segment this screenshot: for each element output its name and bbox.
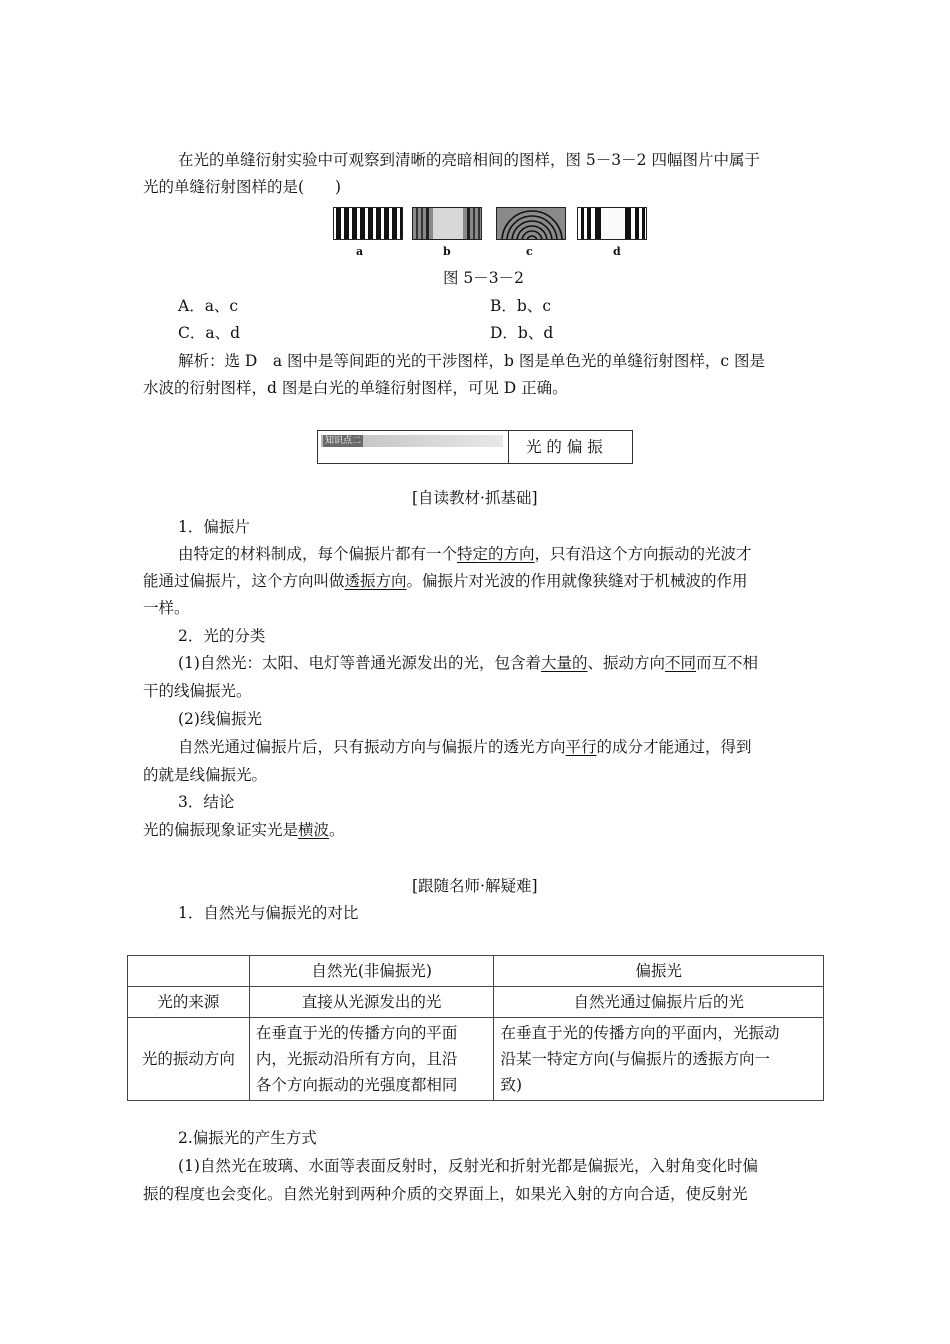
table-cell: 直接从光源发出的光	[249, 987, 494, 1018]
section1-para-7	[178, 737, 752, 757]
pattern-c-image	[496, 207, 566, 240]
figure-label-a: a	[356, 245, 364, 258]
question-line-2: 光的单缝衍射图样的是( )	[143, 178, 342, 196]
cell-line: 在垂直于光的传播方向的平面	[255, 1024, 458, 1042]
pattern-b-image	[412, 207, 482, 240]
underlined-term: 横波	[298, 821, 330, 839]
text-span: 能通过偏振片，这个方向叫做	[143, 572, 345, 590]
pattern-d-image	[577, 207, 647, 240]
section1-heading-3: 3．结论	[178, 793, 235, 811]
cell-line: 各个方向振动的光强度都相同	[255, 1076, 458, 1094]
knowledge-point-tag: 知识点二	[325, 436, 362, 446]
figure-label-c: c	[526, 245, 533, 258]
table-row	[128, 987, 824, 1018]
section1-header: [自读教材·抓基础]	[412, 489, 538, 507]
text-span: 光的偏振现象证实光是	[143, 821, 299, 839]
section2-header: [跟随名师·解疑难]	[412, 877, 538, 895]
option-a: A．a、c	[178, 297, 239, 315]
section1-para-5: 干的线偏振光。	[143, 682, 252, 700]
knowledge-point-box	[317, 430, 633, 464]
comparison-table	[127, 955, 824, 1101]
section1-heading-1: 1．偏振片	[178, 518, 250, 536]
underlined-term: 大量的	[540, 654, 588, 672]
section1-para-6: (2)线偏振光	[178, 710, 262, 728]
box-divider	[508, 431, 509, 463]
cell-line: 致)	[500, 1076, 523, 1094]
section1-para-4	[178, 653, 758, 673]
analysis-line-2: 水波的衍射图样，d 图是白光的单缝衍射图样，可见 D 正确。	[143, 379, 568, 397]
text-span: ，只有沿这个方向振动的光波才	[534, 545, 752, 563]
figure-label-b: b	[443, 245, 451, 258]
table-row-label: 光的振动方向	[128, 1018, 250, 1101]
table-corner-cell	[128, 956, 250, 987]
text-span: 的成分才能通过，得到	[596, 738, 752, 756]
section1-para-3: 一样。	[143, 599, 190, 617]
figure-label-d: d	[613, 245, 621, 258]
cell-line: 沿某一特定方向(与偏振片的透振方向一	[500, 1050, 771, 1068]
text-span: 。偏振片对光波的作用就像狭缝对于机械波的作用	[406, 572, 748, 590]
option-b: B．b、c	[490, 297, 551, 315]
table-header-cell: 偏振光	[494, 956, 824, 987]
section1-para-2	[143, 571, 748, 591]
cell-line: 在垂直于光的传播方向的平面内，光振动	[500, 1024, 780, 1042]
text-span: 自然光通过偏振片后，只有振动方向与偏振片的透光方向	[178, 738, 566, 756]
knowledge-point-title: 光 的 偏 振	[526, 438, 603, 456]
table-cell	[494, 1018, 824, 1101]
option-c: C．a、d	[178, 324, 241, 342]
table-cell: 自然光通过偏振片后的光	[494, 987, 824, 1018]
figure-caption: 图 5－3－2	[443, 269, 525, 287]
pattern-a-image	[333, 207, 403, 240]
section2-heading-1: 1．自然光与偏振光的对比	[178, 904, 359, 922]
table-header-row	[128, 956, 824, 987]
table-cell	[249, 1018, 494, 1101]
table-row-label: 光的来源	[128, 987, 250, 1018]
option-d: D．b、d	[490, 324, 554, 342]
section1-para-1	[178, 544, 752, 564]
table-header-cell: 自然光(非偏振光)	[249, 956, 494, 987]
table-row	[128, 1018, 824, 1101]
text-span: 。	[329, 821, 345, 839]
cell-line: 内，光振动沿所有方向，且沿	[255, 1050, 458, 1068]
underlined-term: 平行	[565, 738, 597, 756]
section1-heading-2: 2．光的分类	[178, 627, 266, 645]
underlined-term: 不同	[665, 654, 697, 672]
text-span: (1)自然光：太阳、电灯等普通光源发出的光，包含着	[178, 654, 541, 672]
section2-para-2: 振的程度也会变化。自然光射到两种介质的交界面上，如果光入射的方向合适，使反射光	[143, 1185, 748, 1203]
section1-para-9	[143, 820, 345, 840]
section2-heading-2: 2.偏振光的产生方式	[178, 1129, 317, 1147]
knowledge-point-tag-bar	[321, 435, 503, 447]
underlined-term: 特定的方向	[457, 545, 535, 563]
section1-para-8: 的就是线偏振光。	[143, 766, 268, 784]
text-span: 而互不相	[696, 654, 759, 672]
analysis-line-1: 解析：选 D a 图中是等间距的光的干涉图样，b 图是单色光的单缝衍射图样，c 图是	[178, 352, 765, 370]
text-span: 、振动方向	[587, 654, 665, 672]
section2-para-1: (1)自然光在玻璃、水面等表面反射时，反射光和折射光都是偏振光，入射角变化时偏	[178, 1157, 758, 1175]
question-line-1: 在光的单缝衍射实验中可观察到清晰的亮暗相间的图样，图 5－3－2 四幅图片中属于	[178, 151, 760, 169]
text-span: 由特定的材料制成，每个偏振片都有一个	[178, 545, 458, 563]
underlined-term: 透振方向	[344, 572, 407, 590]
